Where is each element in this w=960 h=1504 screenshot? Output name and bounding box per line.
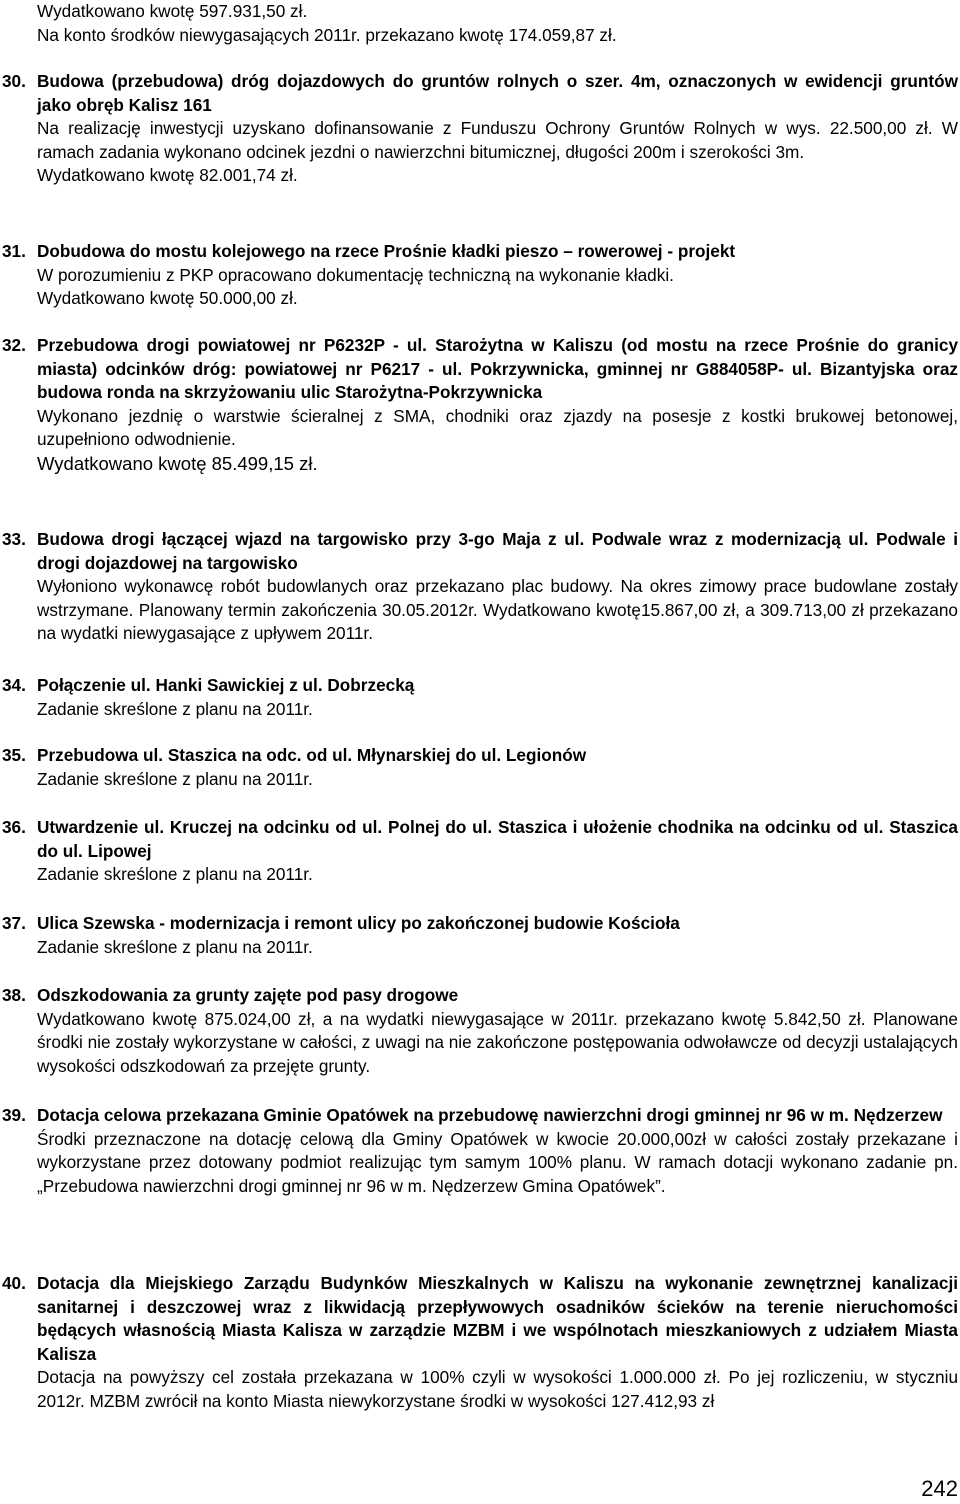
section-text: Zadanie skreślone z planu na 2011r. xyxy=(37,698,313,719)
section-number: 34. xyxy=(2,675,26,695)
section-35 xyxy=(0,744,958,791)
section-number: 39. xyxy=(2,1105,26,1125)
section-number: 36. xyxy=(2,817,26,837)
section-title: Dotacja celowa przekazana Gminie Opatówek na przebudowę nawierzchni drogi gminnej nr 96 w m. Nędzerzew xyxy=(37,1105,943,1125)
section-text: Zadanie skreślone z planu na 2011r. xyxy=(37,936,313,957)
section-31 xyxy=(0,240,958,311)
section-30 xyxy=(0,70,958,188)
section-title: Budowa drogi łączącej wjazd na targowisko przy 3-go Maja z ul. Podwale wraz z modernizacją ul. Podwale i drogi dojazdowej na targowisko xyxy=(37,529,958,573)
section-title: Utwardzenie ul. Kruczej na odcinku od ul. Polnej do ul. Staszica i ułożenie chodnika na odcinku od ul. Staszica do ul. Lipowej xyxy=(37,817,958,861)
section-number: 35. xyxy=(2,745,26,765)
section-title: Przebudowa drogi powiatowej nr P6232P - ul. Starożytna w Kaliszu (od mostu na rzece Prośnie do granicy miasta) odcinków dróg: powiatowej nr P6217 - ul. Pokrzywnicka, gminnej nr G884058P- ul. Bizantyjska oraz budowa ronda na skrzyżowaniu ulic Starożytna-Pokrzywnicka xyxy=(37,335,958,402)
section-text: Wydatkowano kwotę 875.024,00 zł, a na wydatki niewygasające w 2011r. przekazano kwotę 5.842,50 zł. Planowane środki nie zostały wykorzystane w całości, z uwagi na nie zakończone postępowania odwoławcze od decyzji ustalających wysokości odszkodowań za przejęte grunty. xyxy=(37,1008,958,1076)
intro-line: Wydatkowano kwotę 597.931,50 zł. xyxy=(37,1,308,21)
section-title: Połączenie ul. Hanki Sawickiej z ul. Dobrzecką xyxy=(37,675,415,695)
section-title: Odszkodowania za grunty zajęte pod pasy drogowe xyxy=(37,985,459,1005)
section-34 xyxy=(0,674,958,721)
section-text: Zadanie skreślone z planu na 2011r. xyxy=(37,768,313,789)
section-title: Budowa (przebudowa) dróg dojazdowych do gruntów rolnych o szer. 4m, oznaczonych w ewidencji gruntów jako obręb Kalisz 161 xyxy=(37,71,958,115)
section-37 xyxy=(0,912,958,959)
section-text: Dotacja na powyższy cel została przekazana w 100% czyli w wysokości 1.000.000 zł. Po jej rozliczeniu, w styczniu 2012r. MZBM zwrócił na konto Miasta niewykorzystane środki w wysokości 127.412,93 zł xyxy=(37,1367,958,1411)
section-text: Wyłoniono wykonawcę robót budowlanych oraz przekazano plac budowy. Na okres zimowy prace budowlane zostały wstrzymane. Planowany termin zakończenia 30.05.2012r. Wydatkowano kwotę15.867,00 zł, a 309.713,00 zł przekazano na wydatki niewygasające z upływem 2011r. xyxy=(37,576,958,643)
section-title: Dobudowa do mostu kolejowego na rzece Prośnie kładki pieszo – rowerowej - projekt xyxy=(37,241,736,261)
page-number: 242 xyxy=(921,1476,958,1501)
section-title: Dotacja dla Miejskiego Zarządu Budynków Mieszkalnych w Kaliszu na wykonanie zewnętrznej kanalizacji sanitarnej i deszczowej wraz z likwidacją przepływowych osadników ścieków na terenie nieruchomości będących własnością Miasta Kalisza w zarządzie MZBM i we wspólnotach mieszkaniowych z udziałem Miasta Kalisza xyxy=(37,1273,958,1364)
intro-line: Na konto środków niewygasających 2011r. przekazano kwotę 174.059,87 zł. xyxy=(37,24,617,45)
section-number: 31. xyxy=(2,241,26,261)
section-amount: Wydatkowano kwotę 82.001,74 zł. xyxy=(37,165,298,185)
section-text: Wykonano jezdnię o warstwie ścieralnej z SMA, chodniki oraz zjazdy na posesje z kostki brukowej betonowej, uzupełniono odwodnienie. xyxy=(37,405,958,449)
section-number: 33. xyxy=(2,529,26,549)
section-amount: Wydatkowano kwotę 50.000,00 zł. xyxy=(37,288,298,308)
section-number: 40. xyxy=(2,1273,26,1293)
section-title: Ulica Szewska - modernizacja i remont ulicy po zakończonej budowie Kościoła xyxy=(37,913,680,933)
section-text: Na realizację inwestycji uzyskano dofinansowanie z Funduszu Ochrony Gruntów Rolnych w wys. 22.500,00 zł. W ramach zadania wykonano odcinek jezdni o nawierzchni bitumicznej, długości 200m i szerokości 3m. xyxy=(37,118,958,162)
section-number: 32. xyxy=(2,335,26,355)
section-39 xyxy=(0,1104,958,1198)
section-number: 37. xyxy=(2,913,26,933)
section-amount: Wydatkowano kwotę 85.499,15 zł. xyxy=(37,452,318,474)
intro-paragraph xyxy=(37,0,958,47)
section-32 xyxy=(0,334,958,475)
section-title: Przebudowa ul. Staszica na odc. od ul. Młynarskiej do ul. Legionów xyxy=(37,745,587,765)
section-38 xyxy=(0,984,958,1078)
section-36 xyxy=(0,816,958,887)
section-text: Środki przeznaczone na dotację celową dla Gminy Opatówek w kwocie 20.000,00zł w całości zostały przekazane i wykorzystane przez dotowany podmiot realizując tym samym 100% planu. W ramach dotacji wykonano zadanie pn. „Przebudowa nawierzchni drogi gminnej nr 96 w m. Nędzerzew Gmina Opatówek”. xyxy=(37,1128,958,1196)
section-number: 30. xyxy=(2,71,26,91)
section-text: Zadanie skreślone z planu na 2011r. xyxy=(37,864,313,884)
section-text: W porozumieniu z PKP opracowano dokumentację techniczną na wykonanie kładki. xyxy=(37,264,674,285)
section-33 xyxy=(0,528,958,646)
section-number: 38. xyxy=(2,985,26,1005)
section-40 xyxy=(0,1272,958,1413)
